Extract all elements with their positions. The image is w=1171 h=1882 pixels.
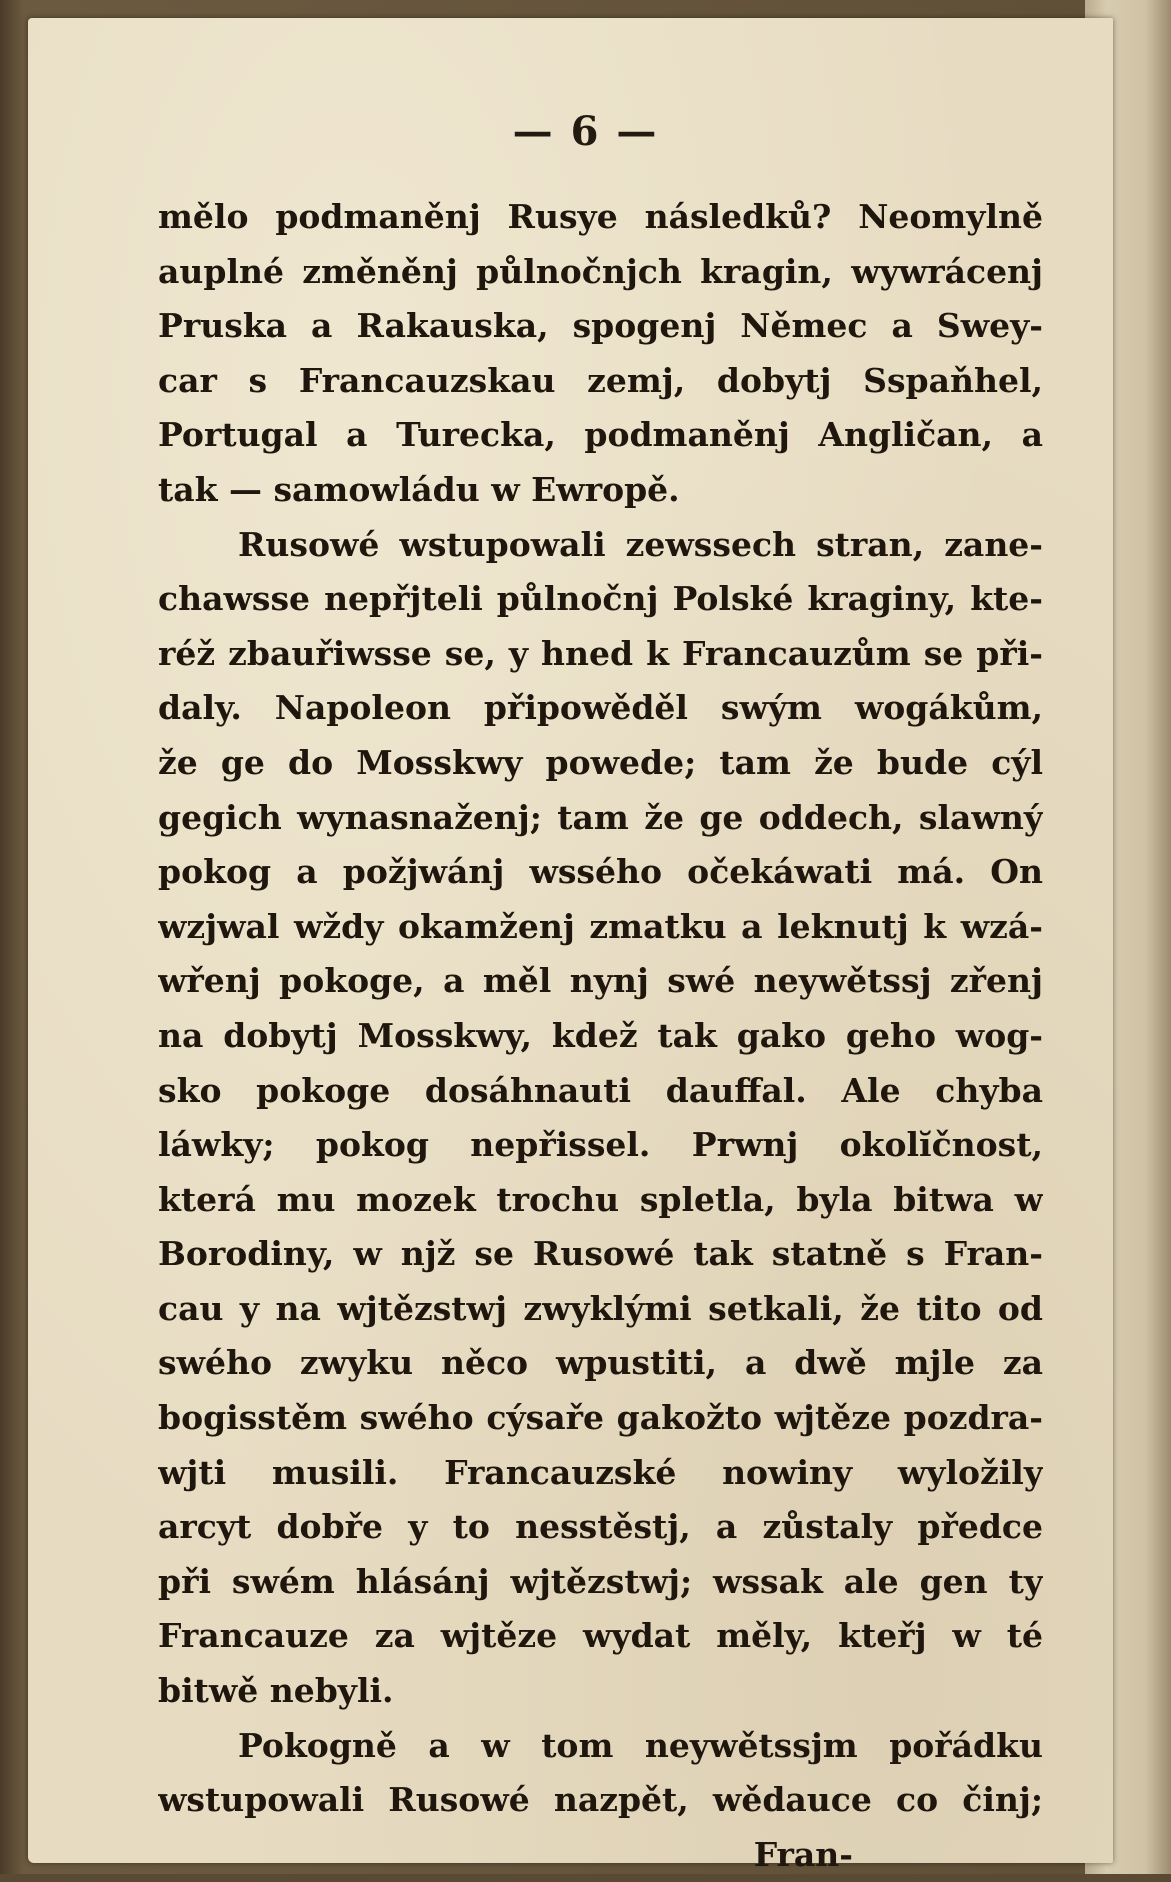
text-line: réž zbauřiwsse se, y hned k Francauzům se při- — [158, 633, 1043, 673]
text-line: Pokogně a w tom neywětssjm pořádku — [238, 1725, 1043, 1765]
text-line: cau y na wjtězstwj zwyklými setkali, že tito od — [158, 1288, 1043, 1328]
text-line: která mu mozek trochu spletla, byla bitwa w — [158, 1179, 1043, 1219]
text-line: gegich wynasnaženj; tam že ge oddech, slawný — [158, 797, 1043, 837]
text-line: tak — samowládu w Ewropě. — [158, 469, 680, 509]
text-line: swého zwyku něco wpustiti, a dwě mjle za — [158, 1343, 1043, 1383]
text-line: arcyt dobře y to nesstěstj, a zůstaly předce — [158, 1507, 1043, 1547]
text-line: Borodiny, w njž se Rusowé tak statně s Fran- — [158, 1234, 1043, 1274]
text-line: mělo podmaněnj Rusye následků? Neomylně — [158, 197, 1043, 236]
text-line: láwky; pokog nepřissel. Prwnj okolĭčnost, — [158, 1125, 1043, 1165]
text-line: že ge do Mosskwy powede; tam že bude cýl — [158, 742, 1043, 782]
text-line: bitwě nebyli. — [158, 1671, 394, 1711]
text-line: při swém hlásánj wjtězstwj; wssak ale gen ty — [158, 1561, 1043, 1601]
text-line: Rusowé wstupowali zewssech stran, zane- — [238, 524, 1043, 564]
body-text — [158, 190, 1043, 1882]
catchword: Fran- — [753, 1834, 853, 1874]
text-line: na dobytj Mosskwy, kdež tak gako geho wog- — [158, 1015, 1043, 1055]
text-line: wzjwal wždy okamženj zmatku a leknutj k wzá- — [158, 906, 1043, 946]
text-line: car s Francauzskau zemj, dobytj Sspaňhel, — [158, 360, 1043, 400]
page-number: — 6 — — [512, 108, 659, 155]
text-line: auplné změněnj půlnočnjch kragin, wywrácenj — [158, 251, 1043, 291]
text-line: wřenj pokoge, a měl nynj swé neywětssj zřenj — [158, 961, 1043, 1001]
text-line: daly. Napoleon připowěděl swým wogákům, — [158, 688, 1043, 728]
text-line: Francauze za wjtěze wydat měly, kteřj w té — [158, 1616, 1043, 1656]
text-line: wstupowali Rusowé nazpět, wědauce co činj; — [158, 1780, 1043, 1820]
text-line: chawsse nepřjteli půlnočnj Polské kraginy, kte- — [158, 579, 1043, 619]
text-line: Portugal a Turecka, podmaněnj Angličan, a — [158, 415, 1043, 455]
text-line: Pruska a Rakauska, spogenj Němec a Swey- — [158, 306, 1043, 346]
text-line: wjti musili. Francauzské nowiny wyložily — [158, 1452, 1043, 1492]
text-line: sko pokoge dosáhnauti dauffal. Ale chyba — [158, 1070, 1043, 1110]
text-line: pokog a požjwánj wssého očekáwati má. On — [158, 852, 1043, 892]
text-line: bogisstěm swého cýsaře gakožto wjtěze pozdra- — [158, 1398, 1043, 1438]
